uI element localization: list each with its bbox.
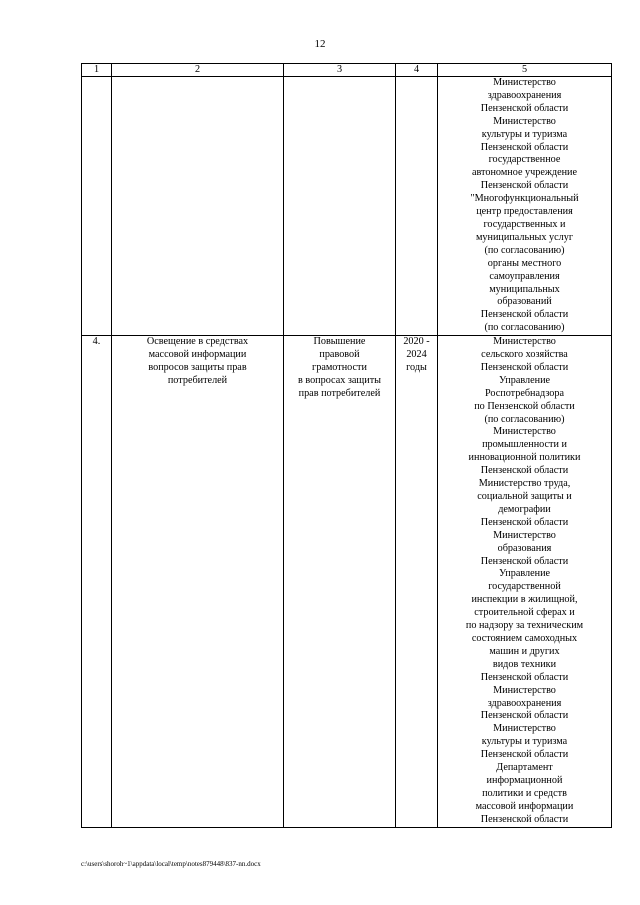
cell-line: здравоохранения — [487, 697, 562, 709]
cell-line: Пензенской области — [480, 361, 569, 373]
cell-line: вопросов защиты прав — [148, 361, 247, 373]
cell-measure — [112, 336, 284, 827]
cell-num: 4. — [82, 336, 112, 827]
cell-line: Министерство — [493, 115, 556, 127]
cell-line: Министерство — [493, 77, 556, 88]
table-header — [82, 64, 612, 77]
cell-line: промышленности и — [482, 439, 567, 451]
cell-line: Повышение — [313, 336, 366, 348]
cell-line: видов техники — [492, 658, 557, 670]
cell-num — [82, 77, 112, 336]
cell-line: Министерство — [493, 723, 556, 735]
cell-line: Роспотребнадзора — [484, 387, 565, 399]
cell-line: муниципальных услуг — [475, 231, 574, 243]
cell-line: государственных и — [483, 218, 566, 230]
cell-line: (по согласованию) — [484, 413, 565, 425]
cell-goal — [284, 336, 396, 827]
cell-line: машин и других — [489, 645, 560, 657]
cell-line: Министерство — [493, 684, 556, 696]
cell-line: органы местного — [487, 257, 562, 269]
cell-line: 2024 — [406, 349, 427, 361]
cell-line: в вопросах защиты — [297, 374, 382, 386]
cell-line: Пензенской области — [480, 141, 569, 153]
header-col-3: 3 — [284, 64, 396, 77]
cell-line: Пензенской области — [480, 555, 569, 567]
cell-line: по Пензенской области — [474, 400, 575, 412]
cell-line: государственной — [488, 581, 561, 593]
cell-line: Пензенской области — [480, 102, 569, 114]
cell-line: Пензенской области — [480, 180, 569, 192]
cell-line: строительной сферах и — [474, 607, 575, 619]
cell-line: инновационной политики — [468, 452, 581, 464]
cell-executors — [438, 336, 612, 827]
table-row-continued — [82, 77, 612, 336]
cell-line: грамотности — [312, 361, 367, 373]
page-number: 12 — [314, 38, 326, 50]
cell-line: сельского хозяйства — [481, 349, 568, 361]
cell-line: Пензенской области — [480, 671, 569, 683]
cell-line: прав потребителей — [298, 387, 381, 399]
cell-line: по надзору за техническим — [465, 620, 584, 632]
cell-line: "Многофункциональный — [470, 193, 579, 205]
header-col-1: 1 — [82, 64, 112, 77]
cell-line: правовой — [319, 349, 360, 361]
cell-line: Пензенской области — [480, 309, 569, 321]
cell-line: Освещение в средствах — [146, 336, 249, 348]
cell-line: демографии — [498, 503, 551, 515]
cell-line: годы — [406, 361, 427, 373]
cell-line: информационной — [486, 774, 563, 786]
header-col-2: 2 — [112, 64, 284, 77]
cell-goal — [284, 77, 396, 336]
cell-line: Управление — [498, 568, 551, 580]
cell-line: (по согласованию) — [484, 322, 565, 334]
file-path-footer: c:\users\shoroh~1\appdata\local\temp\notes879448\837-nn.docx — [81, 860, 261, 868]
cell-line: Пензенской области — [480, 813, 569, 825]
cell-line: политики и средств — [482, 787, 567, 799]
cell-period — [396, 336, 438, 827]
cell-line: образования — [497, 542, 552, 554]
cell-line: состоянием самоходных — [471, 632, 578, 644]
cell-line: Пензенской области — [480, 465, 569, 477]
cell-line: 2020 - — [403, 336, 430, 348]
cell-line: культуры и туризма — [481, 736, 568, 748]
cell-line: Пензенской области — [480, 516, 569, 528]
cell-line: массовой информации — [475, 800, 574, 812]
cell-line: Министерство — [493, 426, 556, 438]
cell-line: (по согласованию) — [484, 244, 565, 256]
cell-line: социальной защиты и — [477, 491, 572, 502]
cell-line: Министерство — [493, 336, 556, 348]
header-row — [82, 64, 612, 77]
cell-line: автономное учреждение — [471, 167, 578, 179]
cell-line: образований — [497, 296, 552, 308]
cell-line: здравоохранения — [487, 89, 562, 101]
cell-line: потребителей — [167, 374, 228, 386]
table-row-4 — [82, 336, 612, 827]
cell-line: самоуправления — [489, 270, 560, 282]
cell-period — [396, 77, 438, 336]
cell-line: массовой информации — [148, 349, 247, 361]
cell-line: Департамент — [496, 762, 553, 774]
cell-line: культуры и туризма — [481, 128, 568, 140]
cell-line: Министерство — [493, 529, 556, 541]
cell-line: Пензенской области — [480, 710, 569, 722]
header-col-5: 5 — [438, 64, 612, 77]
measures-table — [81, 63, 612, 828]
cell-line: Управление — [498, 374, 551, 386]
cell-line: инспекции в жилищной, — [471, 594, 578, 606]
cell-measure — [112, 77, 284, 336]
cell-line: Министерство труда, — [478, 478, 571, 490]
cell-line: государственное — [488, 154, 561, 166]
cell-line: центр предоставления — [476, 206, 573, 218]
cell-line: Пензенской области — [480, 749, 569, 761]
cell-executors — [438, 77, 612, 336]
header-col-4: 4 — [396, 64, 438, 77]
cell-line: муниципальных — [489, 283, 560, 295]
